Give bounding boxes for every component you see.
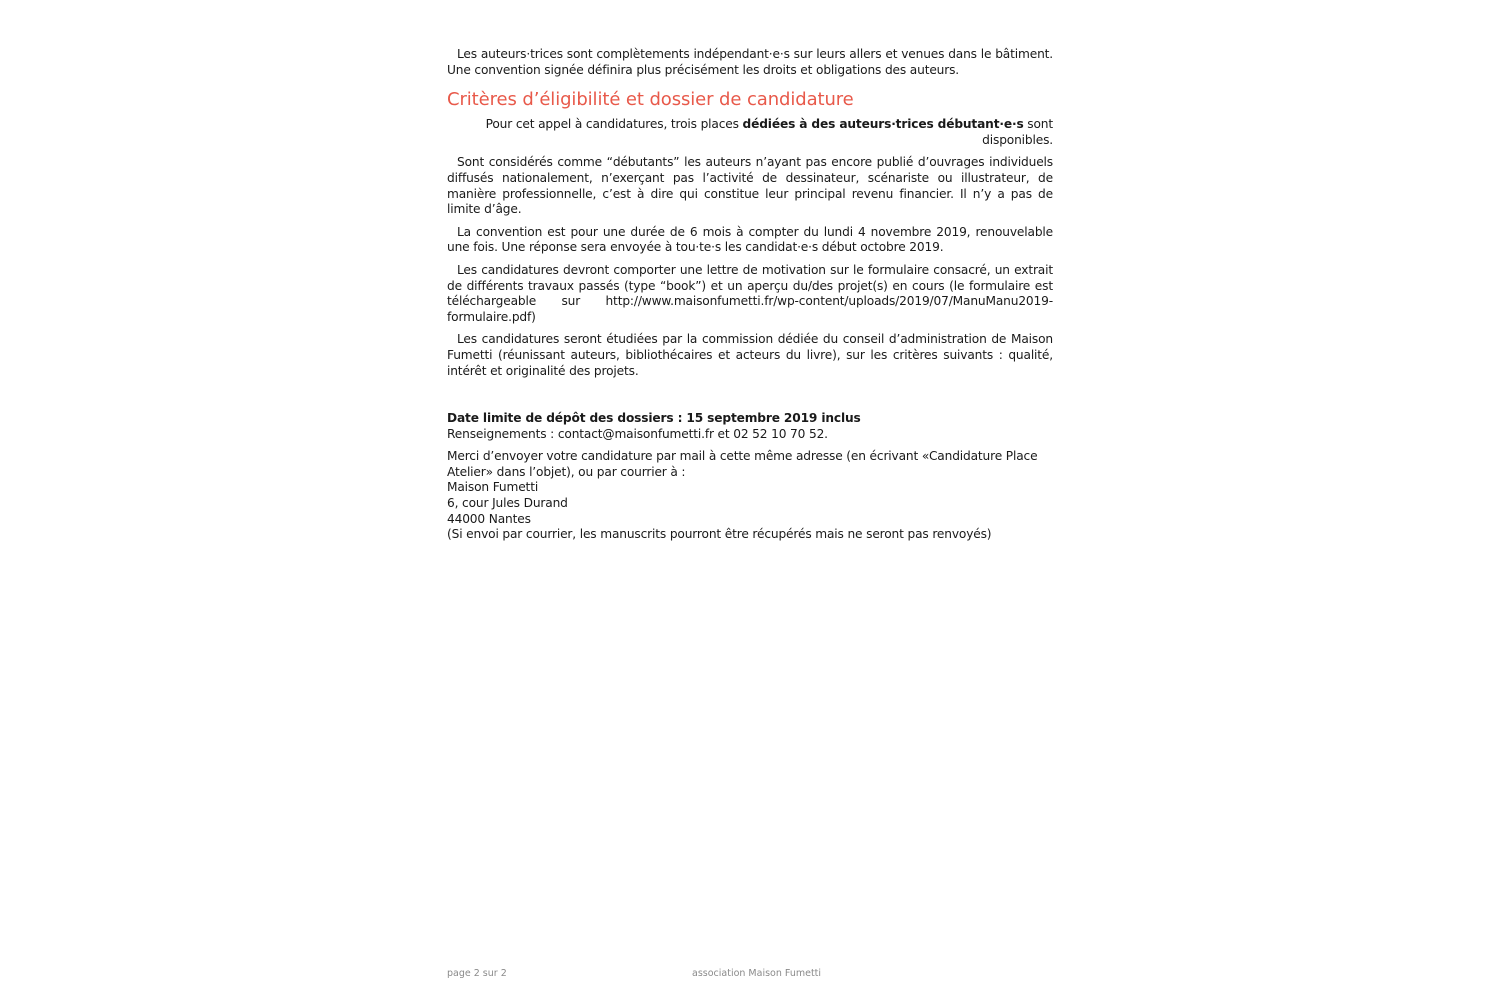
send-instructions: Merci d’envoyer votre candidature par mail à cette même adresse (en écrivant «Candidature Place Atelier» dans l’objet), ou par courrier à : — [447, 449, 1038, 479]
mail-note: (Si envoi par courrier, les manuscrits pourront être récupérés mais ne seront pas renvoyés) — [447, 527, 992, 542]
contact-info-line: Renseignements : contact@maisonfumetti.fr et 02 52 10 70 52. — [447, 426, 828, 441]
intro-paragraph: Les auteurs·trices sont complètements indépendant·e·s sur leurs allers et venues dans le bâtiment. Une convention signée définira plus précisément les droits et obligations des auteurs. — [447, 47, 1053, 77]
deadline-line: Date limite de dépôt des dossiers : 15 septembre 2019 inclus — [447, 411, 861, 426]
section-heading: Critères d’éligibilité et dossier de candidature — [447, 89, 854, 111]
footer-organization: association Maison Fumetti — [692, 968, 822, 979]
contact-block — [447, 411, 1053, 543]
application-requirements-paragraph: Les candidatures devront comporter une lettre de motivation sur le formulaire consacré, un extrait de différents travaux passés (type “book”) et un aperçu du/des projet(s) en cours (le formulaire est téléchargeable sur http://www.maisonfumetti.fr/wp-content/uploads/2019/07/ManuManu2019-formulaire.pdf) — [447, 262, 1053, 324]
places-text-bold: dédiées à des auteurs·trices débutant·e·s — [742, 117, 1024, 132]
places-text-after: sont disponibles. — [982, 117, 1053, 147]
selection-criteria-paragraph: Les candidatures seront étudiées par la commission dédiée du conseil d’administration de Maison Fumetti (réunissant auteurs, bibliothécaires et acteurs du livre), sur les critères suivants : qualité, intérêt et originalité des projets. — [447, 332, 1053, 378]
beginners-definition-paragraph: Sont considérés comme “débutants” les auteurs n’ayant pas encore publié d’ouvrages individuels diffusés nationalement, n’exerçant pas l’activité de dessinateur, scénariste ou illustrateur, de manière professionnelle, c’est à dire qui constitue leur principal revenu financier. Il n’y a pas de limite d’âge. — [447, 155, 1053, 217]
address-street: 6, cour Jules Durand — [447, 496, 568, 511]
address-name: Maison Fumetti — [447, 480, 539, 495]
page-number: page 2 sur 2 — [447, 968, 507, 979]
document-body — [447, 47, 1053, 543]
places-text-before: Pour cet appel à candidatures, trois places — [485, 117, 743, 132]
address-city: 44000 Nantes — [447, 511, 531, 526]
convention-duration-paragraph: La convention est pour une durée de 6 mois à compter du lundi 4 novembre 2019, renouvelable une fois. Une réponse sera envoyée à tou·te·s les candidat·e·s début octobre 2019. — [447, 224, 1053, 255]
places-paragraph — [447, 117, 1053, 148]
